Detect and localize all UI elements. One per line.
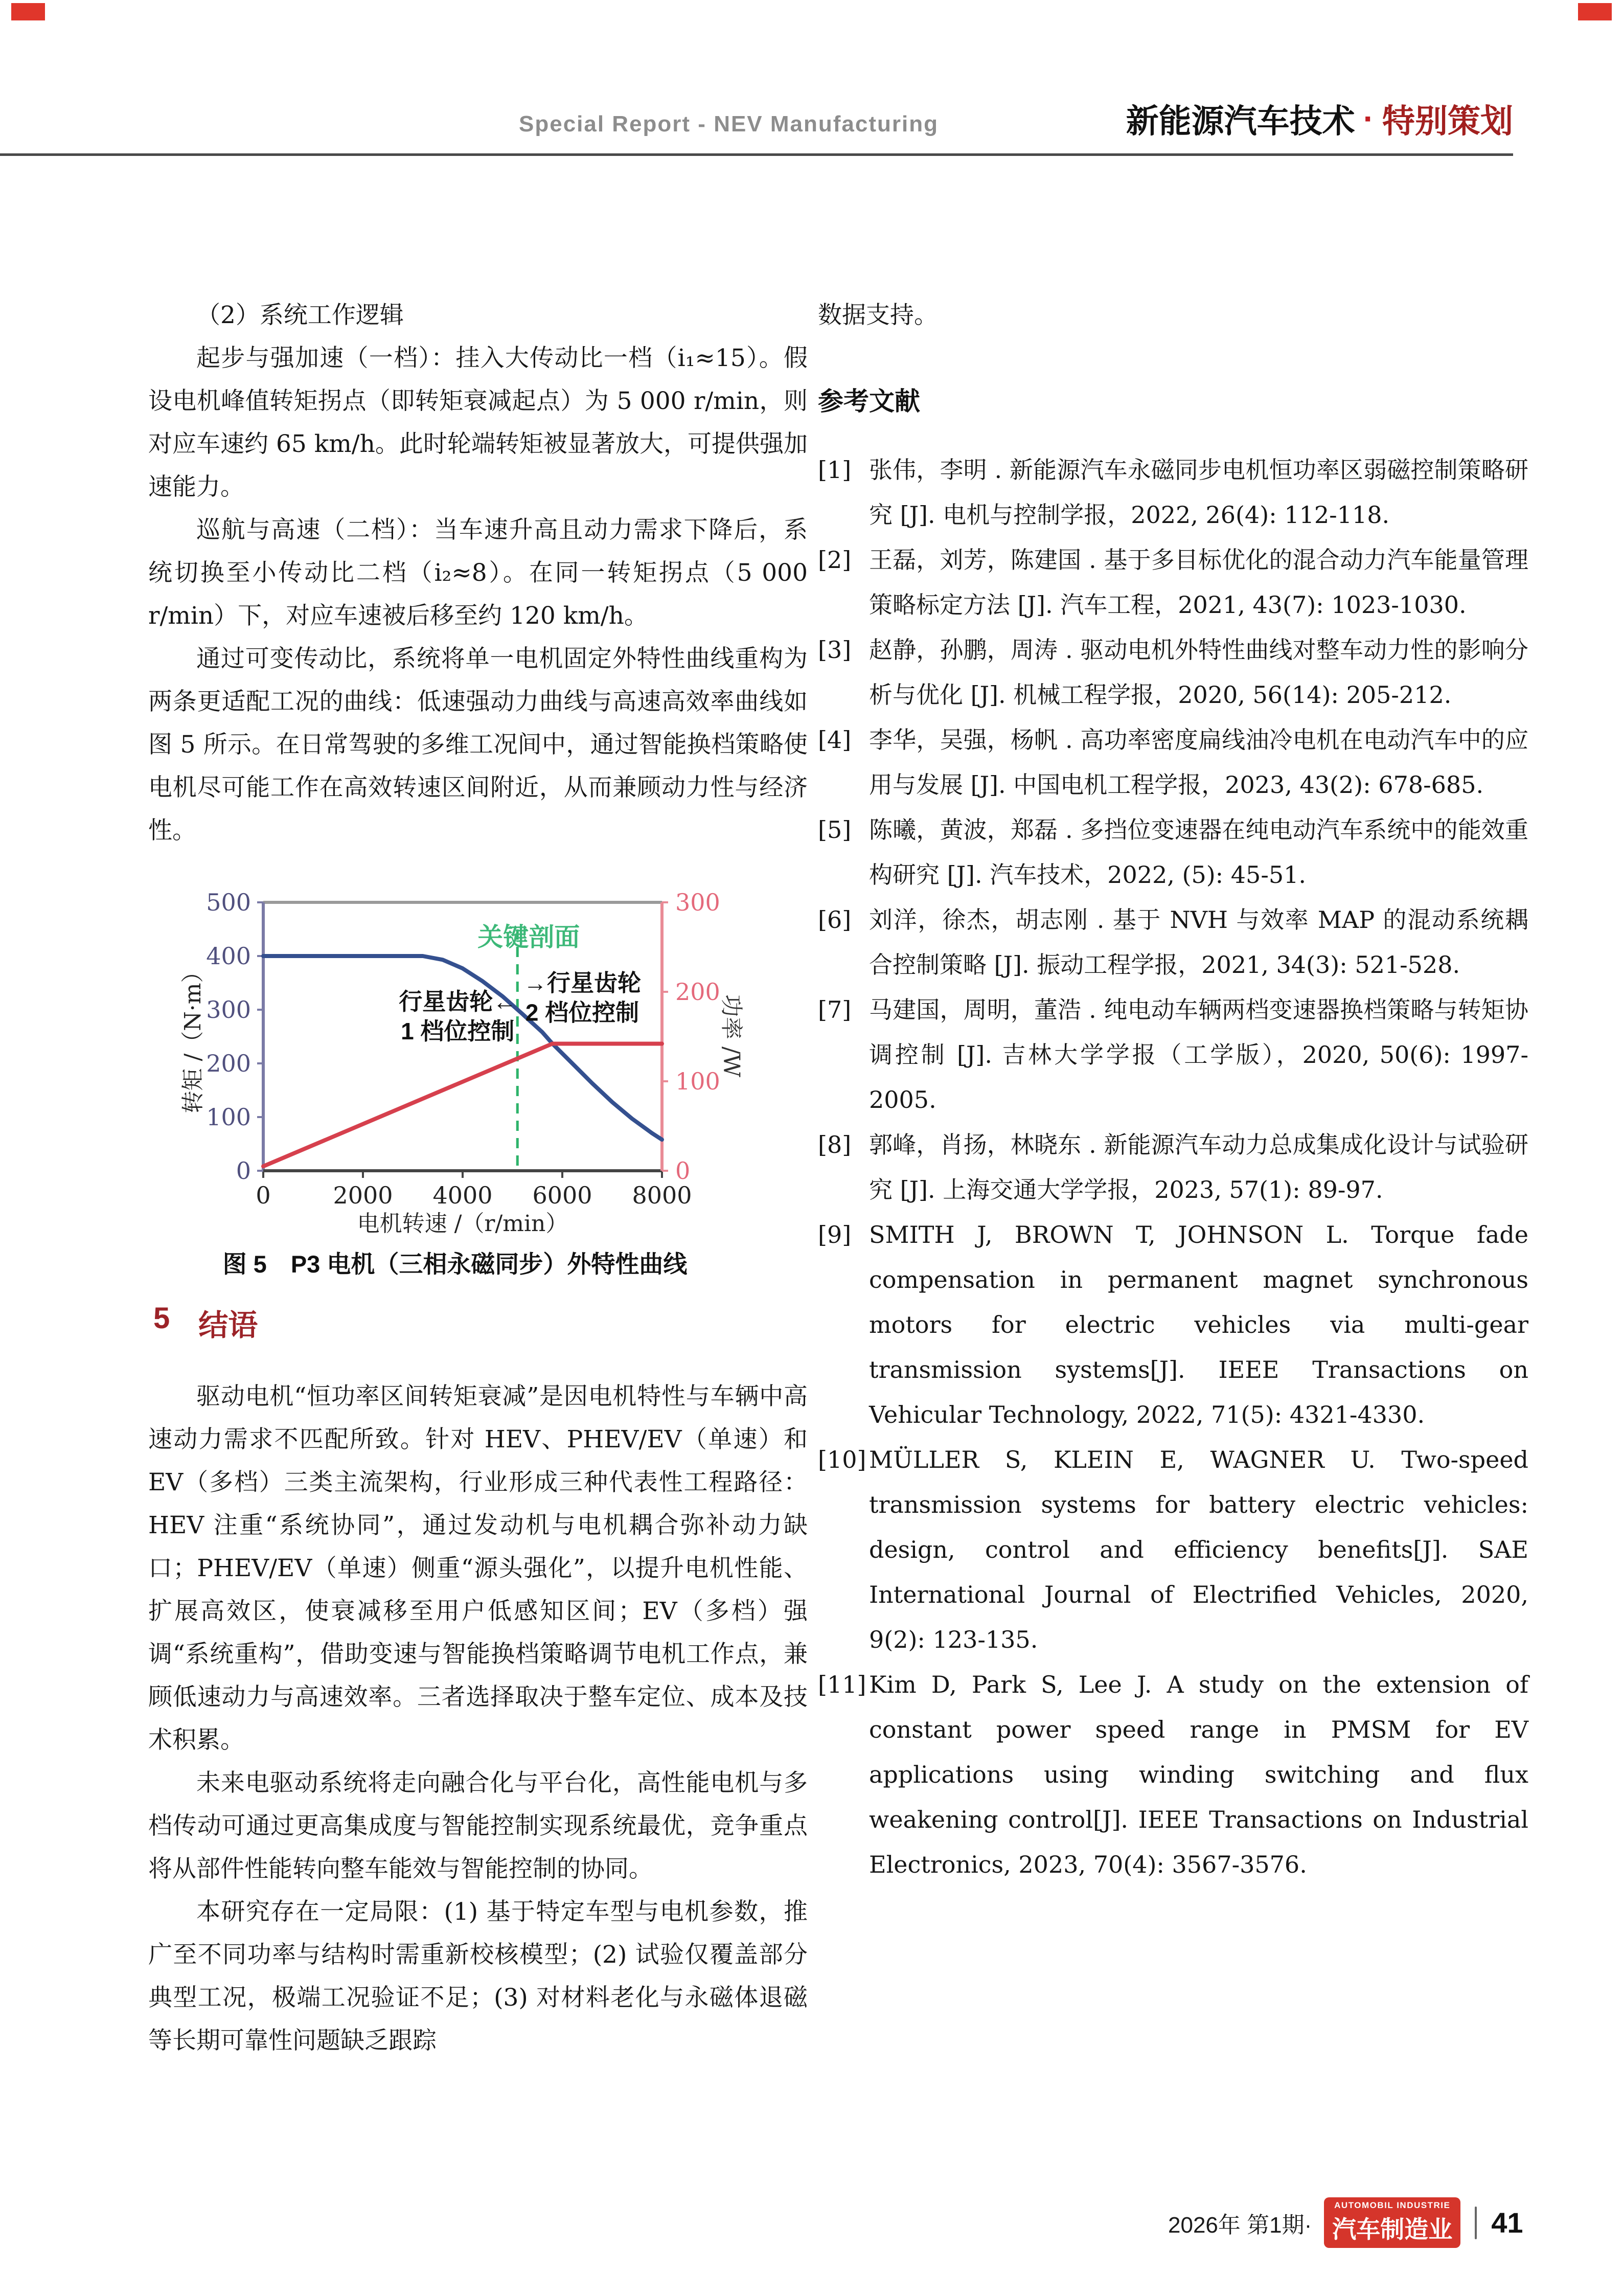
header-dot-separator: · xyxy=(1363,100,1374,137)
x-tick-label: 0 xyxy=(256,1181,271,1209)
torque-power-chart xyxy=(153,884,757,1242)
reference-item xyxy=(818,1212,1528,1437)
gear-control-annotation: 2 档位控制 xyxy=(525,999,639,1026)
x-tick-label: 4000 xyxy=(432,1181,493,1209)
paragraph: （2）系统工作逻辑 xyxy=(196,301,404,329)
reference-label: [2] xyxy=(818,546,852,574)
x-tick-label: 6000 xyxy=(532,1181,592,1209)
reference-text: Kim D, Park S, Lee J. A study on the extension of constant power speed range in PMSM for EV applications using winding switching and flux weakening control[J]. IEEE Transactions on Industrial Electronics, 2023, 70(4): 3567-3576. xyxy=(869,1671,1528,1878)
y-right-tick-label: 100 xyxy=(675,1067,720,1095)
paragraph: 巡航与高速（二档）：当车速升高且动力需求下降后，系统切换至小传动比二档（i₂≈8）。在同一转矩拐点（5 000 r/min）下，对应车速被后移至约 120 km/h。 xyxy=(148,516,808,630)
y-left-tick-label: 0 xyxy=(236,1157,251,1185)
reference-item xyxy=(818,627,1528,717)
reference-item xyxy=(818,987,1528,1122)
reference-item xyxy=(818,717,1528,807)
magazine-logo-badge xyxy=(1324,2197,1460,2248)
reference-item xyxy=(818,1662,1528,1887)
reference-item xyxy=(818,447,1528,537)
crop-mark-top-right xyxy=(1578,3,1612,20)
header-english-title: Special Report - NEV Manufacturing xyxy=(519,111,939,137)
key-section-label: 关键剖面 xyxy=(477,923,580,951)
y-right-tick-label: 0 xyxy=(675,1157,691,1185)
section-paragraphs xyxy=(148,1375,808,2062)
y-axis-label-right: 功率 /W xyxy=(718,994,744,1078)
reference-text: 李华，吴强，杨帆 . 高功率密度扁线油冷电机在电动汽车中的应用与发展 [J]. 中国电机工程学报，2023, 43(2): 678-685. xyxy=(869,726,1528,799)
crop-mark-top-left xyxy=(11,3,45,20)
y-right-tick-label: 300 xyxy=(675,889,720,916)
reference-label: [9] xyxy=(818,1221,852,1248)
page-number: 41 xyxy=(1491,2207,1523,2239)
reference-label: [1] xyxy=(818,456,852,484)
reference-item xyxy=(818,1122,1528,1212)
reference-item xyxy=(818,897,1528,987)
header-chinese-red: 特别策划 xyxy=(1382,103,1513,140)
x-axis-label: 电机转速 /（r/min） xyxy=(357,1211,568,1237)
reference-text: 马建国，周明，董浩 . 纯电动车辆两档变速器换档策略与转矩协调控制 [J]. 吉林大学学报（工学版），2020, 50(6): 1997-2005. xyxy=(869,996,1528,1113)
paragraph: 通过可变传动比，系统将单一电机固定外特性曲线重构为两条更适配工况的曲线：低速强动力曲线与高速高效率曲线如图 5 所示。在日常驾驶的多维工况间中，通过智能换档策略使电机尽可能工作在高效转速区间附近，从而兼顾动力性与经济性。 xyxy=(148,645,808,845)
y-right-tick-label: 200 xyxy=(675,978,720,1006)
reference-item xyxy=(818,537,1528,627)
reference-text: 张伟，李明 . 新能源汽车永磁同步电机恒功率区弱磁控制策略研究 [J]. 电机与控制学报，2022, 26(4): 112-118. xyxy=(869,456,1528,529)
logo-title: 汽车制造业 xyxy=(1332,2216,1453,2243)
figure-caption: 图 5 P3 电机（三相永磁同步）外特性曲线 xyxy=(222,1251,688,1278)
section-heading xyxy=(153,1301,258,1344)
gear-control-annotation: 行星齿轮← xyxy=(399,988,517,1015)
reference-label: [7] xyxy=(818,996,852,1024)
section-number: 5 xyxy=(153,1302,170,1335)
reference-text: 郭峰，肖扬，林晓东 . 新能源汽车动力总成集成化设计与试验研究 [J]. 上海交通大学学报，2023, 57(1): 89-97. xyxy=(869,1131,1528,1203)
header-rule xyxy=(0,153,1513,156)
y-left-tick-label: 400 xyxy=(206,942,251,970)
y-axis-label-left: 转矩 /（N·m） xyxy=(180,960,206,1113)
carryover-text: 数据支持。 xyxy=(818,301,938,329)
reference-label: [10] xyxy=(818,1446,866,1473)
x-tick-label: 2000 xyxy=(333,1181,393,1209)
y-left-tick-label: 300 xyxy=(206,996,251,1024)
page-footer xyxy=(1168,2197,1523,2248)
paragraph: 起步与强加速（一档）：挂入大传动比一档（i₁≈15）。假设电机峰值转矩拐点（即转矩衰减起点）为 5 000 r/min，则对应车速约 65 km/h。此时轮端转矩被显著放大，可提供强加速能力。 xyxy=(148,344,808,501)
header-chinese-black: 新能源汽车技术 xyxy=(1126,103,1355,140)
issue-info: 2026年 第1期· xyxy=(1168,2212,1312,2238)
reference-label: [11] xyxy=(818,1671,866,1698)
y-left-tick-label: 100 xyxy=(206,1103,251,1131)
reference-label: [5] xyxy=(818,816,852,844)
reference-text: MÜLLER S, KLEIN E, WAGNER U. Two-speed transmission systems for battery electric vehicles: design, control and efficiency benefits[J]. SAE International Journal of Electrified Vehicles, 2020, 9(2): 123-135. xyxy=(869,1446,1528,1653)
reference-label: [3] xyxy=(818,636,852,664)
references-heading: 参考文献 xyxy=(818,387,920,416)
reference-label: [6] xyxy=(818,906,852,934)
reference-text: SMITH J, BROWN T, JOHNSON L. Torque fade compensation in permanent magnet synchronous motors for electric vehicles via multi-gear transmission systems[J]. IEEE Transactions on Vehicular Technology, 2022, 71(5): 4321-4330. xyxy=(869,1221,1528,1428)
reference-item xyxy=(818,807,1528,897)
paragraph: 本研究存在一定局限：(1) 基于特定车型与电机参数，推广至不同功率与结构时需重新校核模型；(2) 试验仅覆盖部分典型工况，极端工况验证不足；(3) 对材料老化与永磁体退磁等长期可靠性问题缺乏跟踪 xyxy=(148,1898,808,2055)
references-column xyxy=(818,294,1528,1887)
reference-text: 王磊，刘芳，陈建国 . 基于多目标优化的混合动力汽车能量管理策略标定方法 [J]. 汽车工程，2021, 43(7): 1023-1030. xyxy=(869,546,1528,619)
power-curve xyxy=(263,1044,662,1167)
figure-5 xyxy=(153,884,757,1280)
reference-text: 陈曦，黄波，郑磊 . 多挡位变速器在纯电动汽车系统中的能效重构研究 [J]. 汽车技术，2022, (5): 45-51. xyxy=(869,816,1528,889)
footer-divider xyxy=(1475,2207,1477,2239)
reference-item xyxy=(818,1437,1528,1662)
paragraph: 驱动电机“恒功率区间转矩衰减”是因电机特性与车辆中高速动力需求不匹配所致。针对 HEV、PHEV/EV（单速）和 EV（多档）三类主流架构，行业形成三种代表性工程路径：HEV 注重“系统协同”，通过发动机与电机耦合弥补动力缺口；PHEV/EV（单速）侧重“源头强化”，以提升电机性能、扩展高效区，使衰减移至用户低感知区间；EV（多档）强调“系统重构”，借助变速与智能换档策略调节电机工作点，兼顾低速动力与高速效率。三者选择取决于整车定位、成本及技术积累。 xyxy=(148,1382,808,1754)
section-title: 结语 xyxy=(198,1309,258,1342)
y-left-tick-label: 500 xyxy=(206,889,251,916)
reference-label: [4] xyxy=(818,726,852,754)
paragraph: 未来电驱动系统将走向融合化与平台化，高性能电机与多档传动可通过更高集成度与智能控制实现系统最优，竞争重点将从部件性能转向整车能效与智能控制的协同。 xyxy=(148,1769,808,1883)
gear-control-annotation: →行星齿轮 xyxy=(523,969,641,996)
references-list xyxy=(818,447,1528,1887)
reference-text: 刘洋，徐杰，胡志刚 . 基于 NVH 与效率 MAP 的混动系统耦合控制策略 [J]. 振动工程学报，2021, 34(3): 521-528. xyxy=(869,906,1528,979)
chart-curves-and-ticks xyxy=(206,889,720,1209)
reference-label: [8] xyxy=(818,1131,852,1158)
header-chinese-title xyxy=(1126,95,1513,142)
left-column-paragraphs xyxy=(148,294,808,852)
gear-control-annotation: 1 档位控制 xyxy=(401,1018,515,1044)
y-left-tick-label: 200 xyxy=(206,1050,251,1077)
reference-text: 赵静，孙鹏，周涛 . 驱动电机外特性曲线对整车动力性的影响分析与优化 [J]. 机械工程学报，2020, 56(14): 205-212. xyxy=(869,636,1528,709)
logo-subtitle: AUTOMOBIL INDUSTRIE xyxy=(1334,2200,1451,2210)
x-tick-label: 8000 xyxy=(632,1181,692,1209)
